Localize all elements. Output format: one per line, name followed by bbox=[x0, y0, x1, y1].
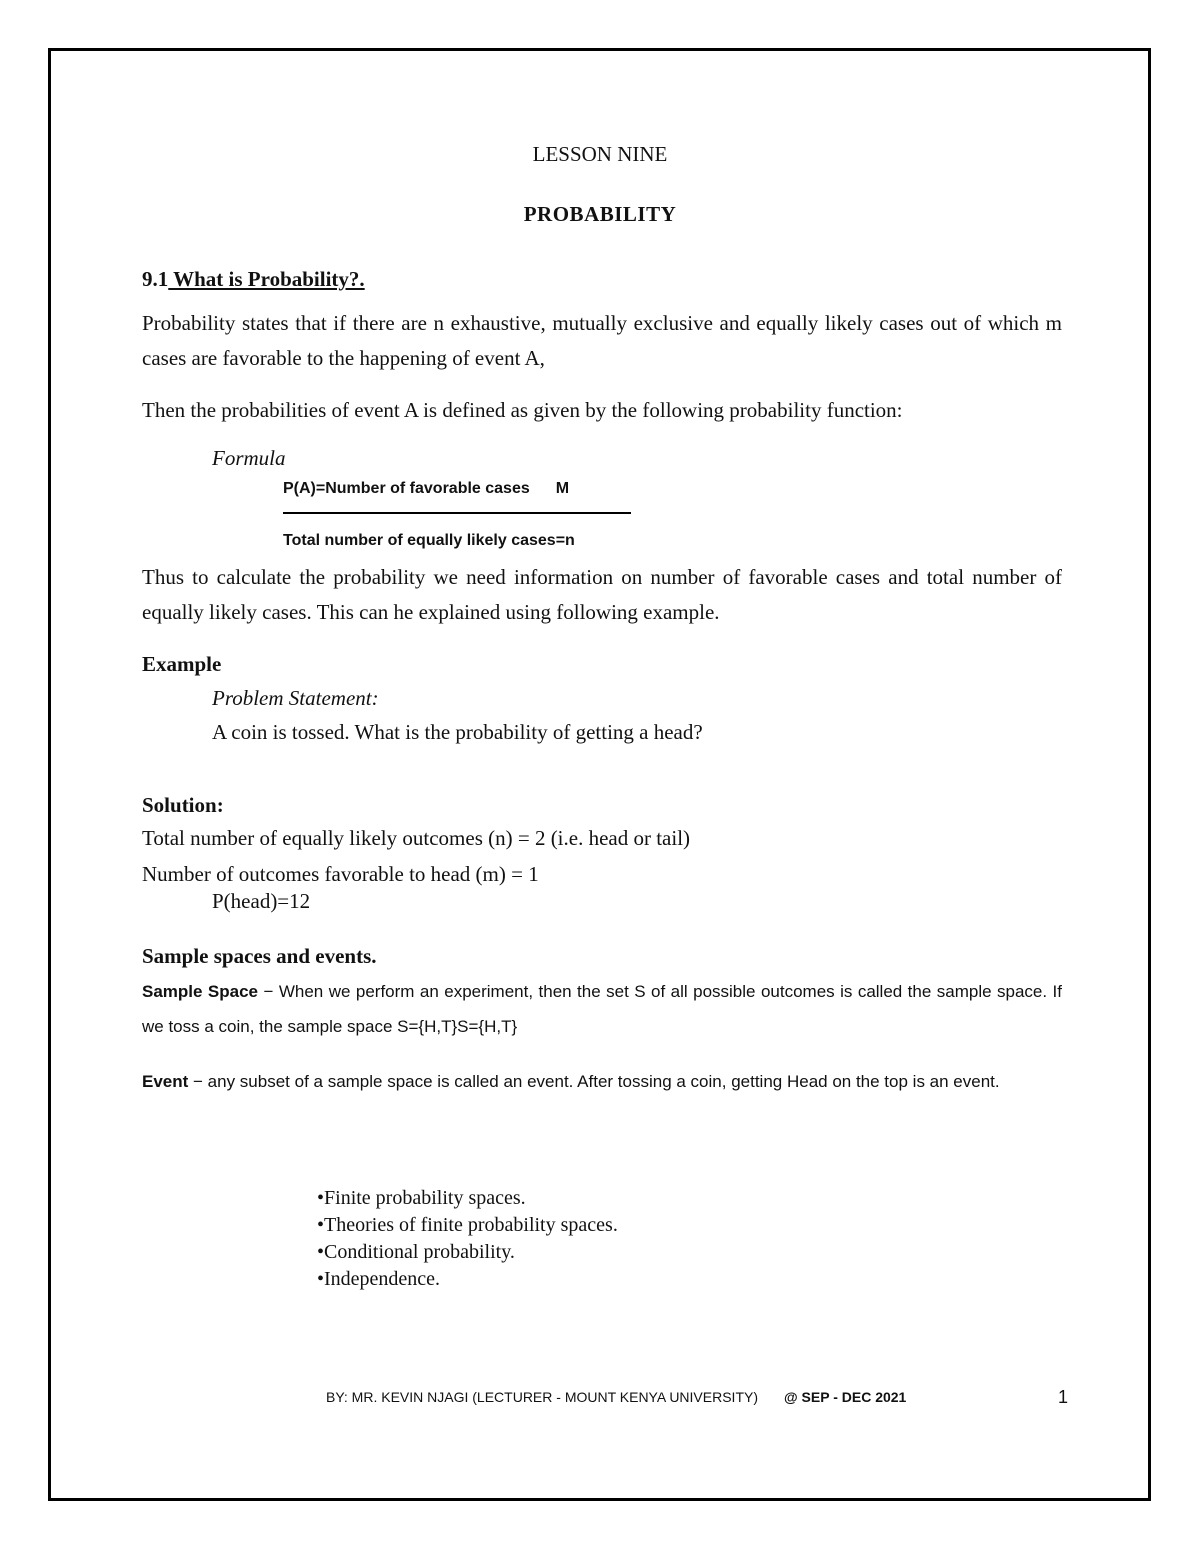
example-heading: Example bbox=[142, 652, 222, 676]
list-item: • Conditional probability. bbox=[317, 1239, 618, 1266]
sample-space-definition: − When we perform an experiment, then the set S of all possible outcomes is called the sample space. If we toss a coin, the sample space S={H,T}S={H,T} bbox=[142, 982, 1062, 1036]
list-item: • Theories of finite probability spaces. bbox=[317, 1212, 618, 1239]
footer bbox=[326, 1389, 906, 1405]
fraction-bar bbox=[283, 512, 631, 514]
sample-spaces-heading: Sample spaces and events. bbox=[142, 944, 377, 968]
explanation-paragraph: Thus to calculate the probability we need information on number of favorable cases and total number of equally likely cases. This can he explained using following example. bbox=[142, 565, 1062, 624]
definition-paragraph: Probability states that if there are n exhaustive, mutually exclusive and equally likely cases out of which m cases are favorable to the happening of event A, bbox=[142, 311, 1062, 370]
sample-space-term: Sample Space bbox=[142, 982, 259, 1001]
formula-label: Formula bbox=[212, 446, 286, 470]
formula-numerator-text: P(A)=Number of favorable cases bbox=[283, 480, 530, 497]
solution-line-total: Total number of equally likely outcomes (n) = 2 (i.e. head or tail) bbox=[142, 826, 691, 850]
footer-date: @ SEP - DEC 2021 bbox=[784, 1389, 907, 1405]
event-term: Event bbox=[142, 1072, 189, 1091]
section-title: What is Probability?. bbox=[168, 267, 365, 291]
footer-author: BY: MR. KEVIN NJAGI (LECTURER - MOUNT KENYA UNIVERSITY) bbox=[326, 1389, 758, 1405]
event-paragraph bbox=[142, 1064, 1062, 1099]
formula-numerator bbox=[283, 480, 569, 498]
solution-line-favorable: Number of outcomes favorable to head (m) = 1 bbox=[142, 862, 539, 886]
solution-result: P(head)=12 bbox=[212, 889, 311, 913]
page-number: 1 bbox=[1058, 1387, 1069, 1407]
sample-space-paragraph bbox=[142, 974, 1062, 1044]
section-number: 9.1 bbox=[142, 267, 169, 291]
section-heading bbox=[142, 267, 365, 292]
list-item: • Independence. bbox=[317, 1266, 618, 1293]
list-item: • Finite probability spaces. bbox=[317, 1185, 618, 1212]
formula-denominator: Total number of equally likely cases=n bbox=[283, 532, 575, 549]
solution-heading: Solution: bbox=[142, 793, 224, 817]
event-definition: − any subset of a sample space is called an event. After tossing a coin, getting Head on the top is an event. bbox=[188, 1072, 1000, 1091]
page-title: PROBABILITY bbox=[523, 202, 677, 226]
definition-intro-paragraph: Then the probabilities of event A is defined as given by the following probability function: bbox=[142, 398, 903, 422]
problem-statement-label: Problem Statement: bbox=[212, 686, 379, 710]
problem-statement: A coin is tossed. What is the probability of getting a head? bbox=[212, 720, 703, 744]
lesson-label: LESSON NINE bbox=[532, 142, 668, 166]
formula-numerator-symbol: M bbox=[555, 480, 570, 497]
topics-list bbox=[317, 1185, 618, 1293]
